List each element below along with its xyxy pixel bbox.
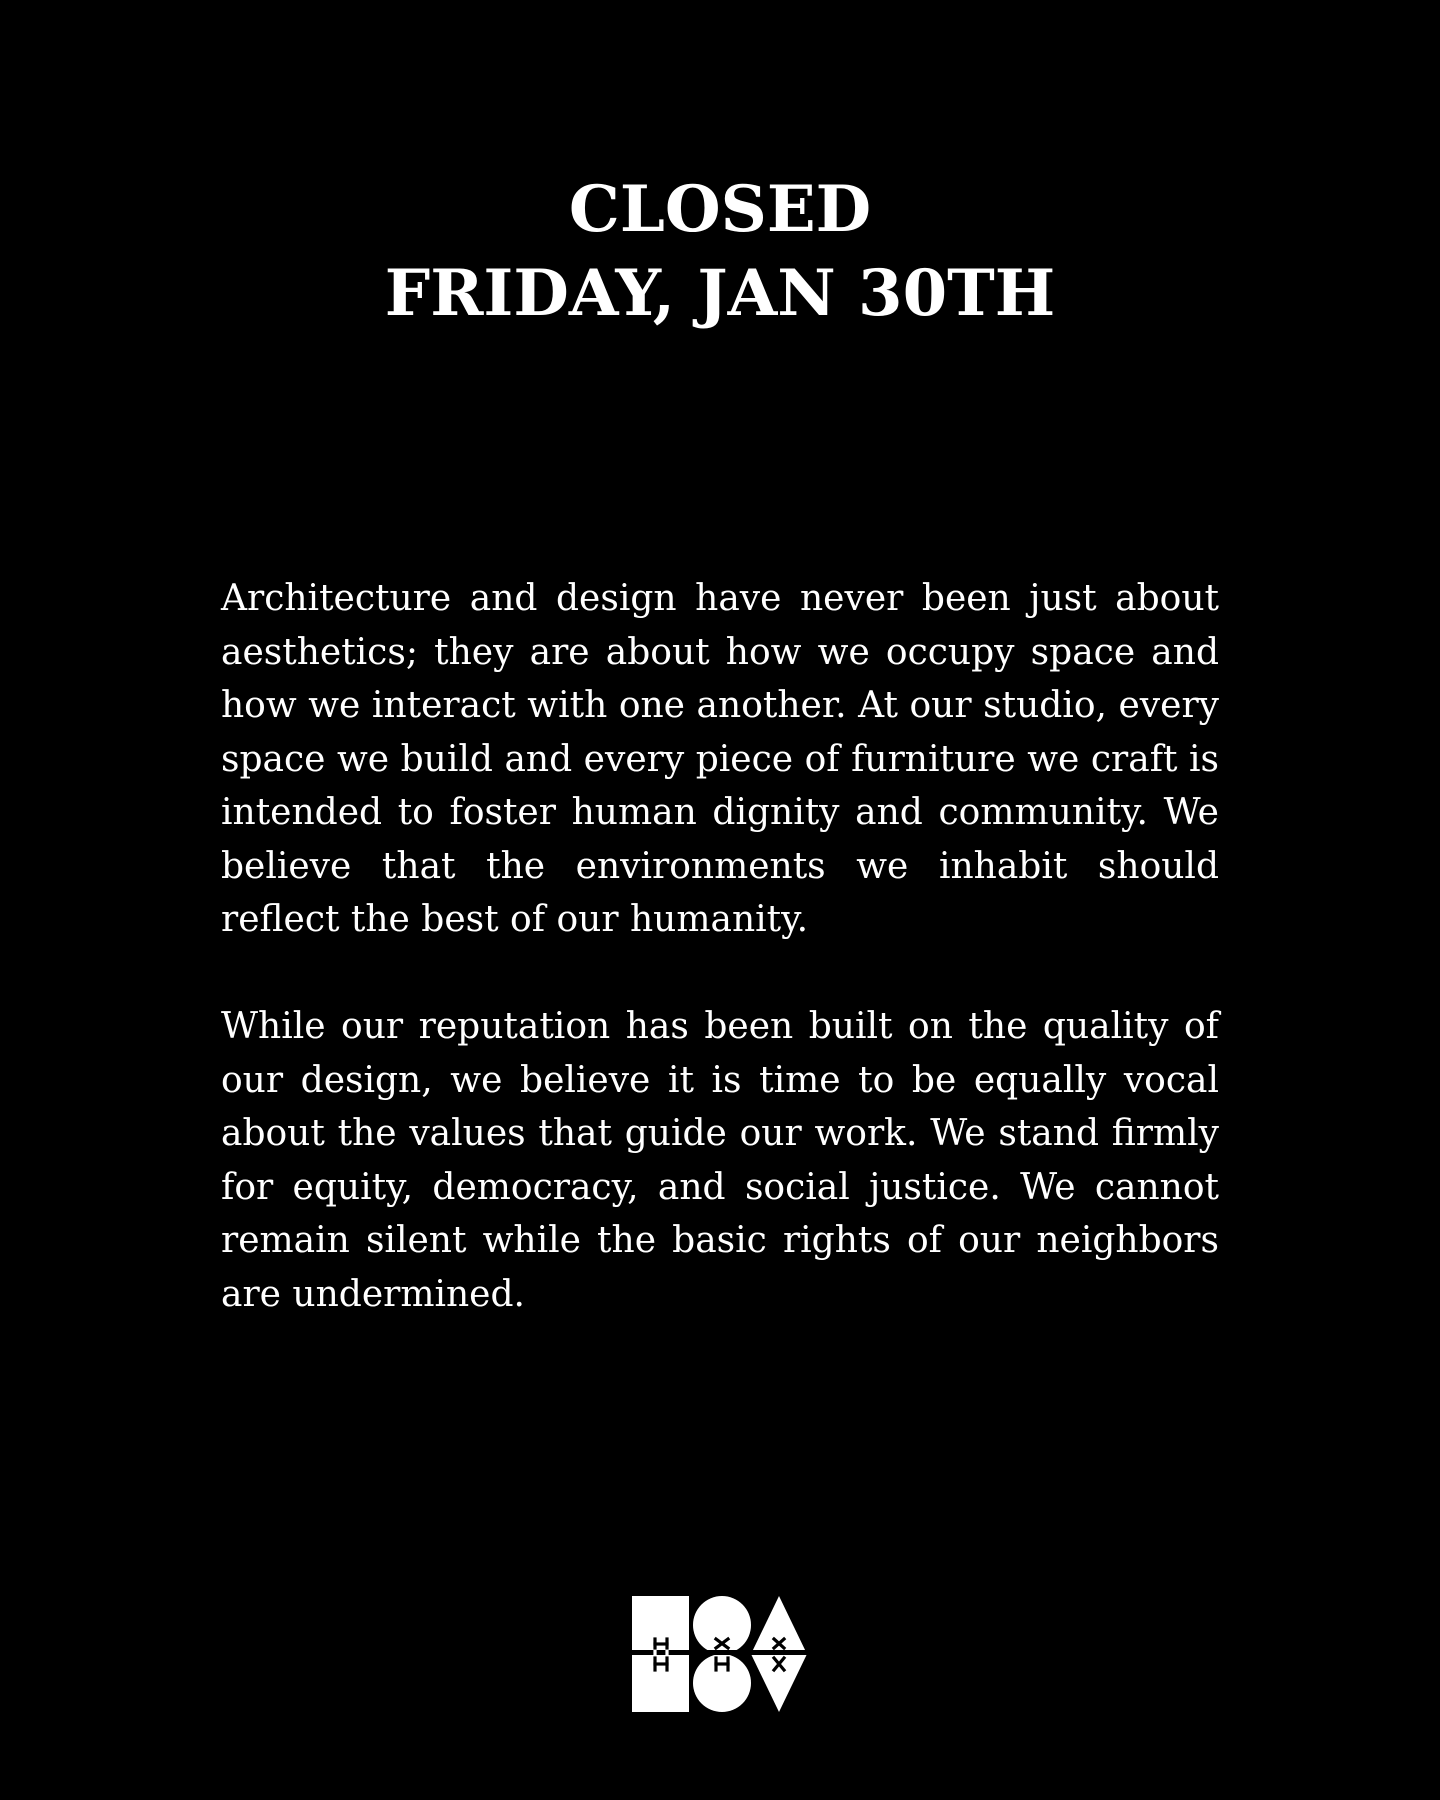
headline-date: FRIDAY, JAN 30TH (384, 256, 1056, 331)
headline (0, 168, 1440, 336)
headline-closed: CLOSED (568, 172, 872, 247)
statement-body (221, 572, 1219, 1321)
statement-paragraph-1: Architecture and design have never been just about aesthetics; they are about how we occupy space and how we interact with one another. At our studio, every space we build and every piece of furniture we craft is intended to foster human dignity and community. We believe that the environments we inhabit should reflect the best of our humanity. (221, 578, 1219, 940)
studio-logo-icon (631, 1594, 811, 1714)
statement-paragraph-2: While our reputation has been built on the quality of our design, we believe it is time to be equally vocal about the values that guide our work. We stand firmly for equity, democracy, and social justice. We cannot remain silent while the basic rights of our neighbors are undermined. (221, 1006, 1219, 1315)
